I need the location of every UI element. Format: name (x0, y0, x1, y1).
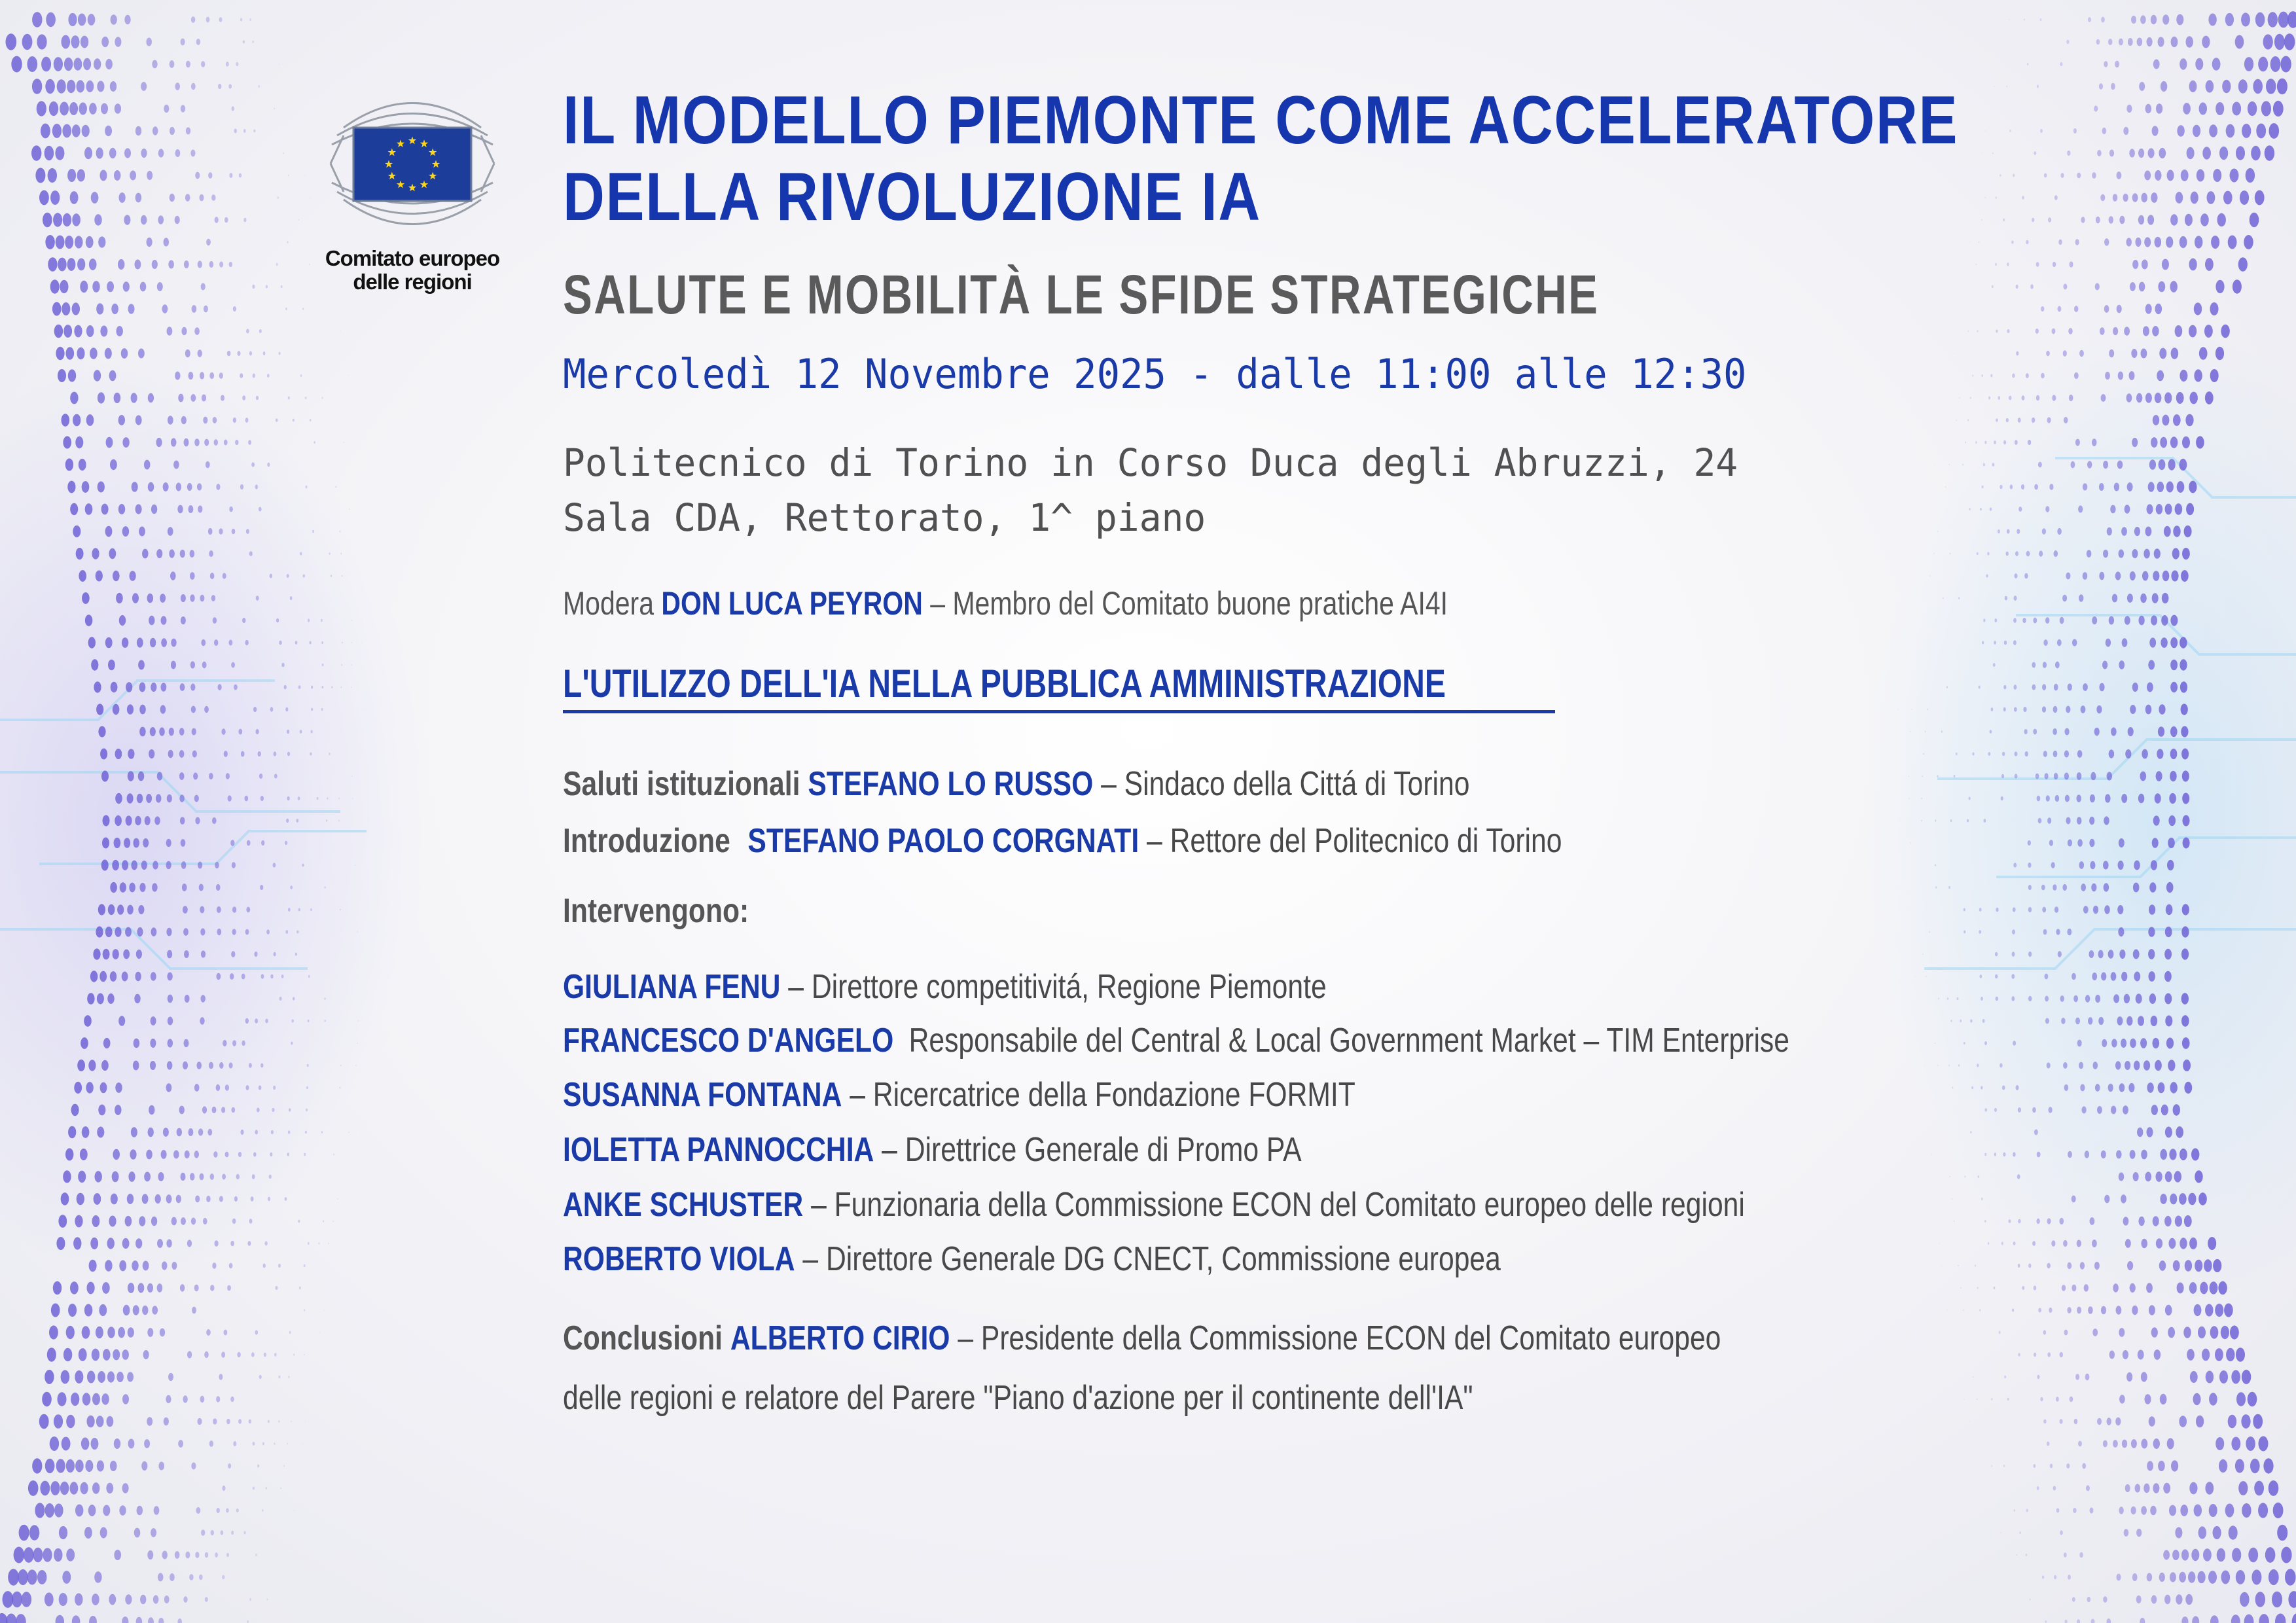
section-underline (563, 710, 1555, 713)
speaker-name: GIULIANA FENU (563, 968, 781, 1006)
speaker-row (563, 1021, 1789, 1060)
speaker-role: Responsabile del Central & Local Government Market – TIM Enterprise (908, 1022, 1789, 1060)
speaker-name: SUSANNA FONTANA (563, 1076, 842, 1114)
speakers-label: Intervengono: (563, 892, 749, 930)
conclusion-role: – Presidente della Commissione ECON del Comitato europeo (958, 1319, 1721, 1357)
section-title: L'UTILIZZO DELL'IA NELLA PUBBLICA AMMINISTRAZIONE (563, 662, 1446, 705)
event-venue (563, 435, 1738, 545)
program-intro (563, 821, 1562, 861)
speaker-role: – Direttrice Generale di Promo PA (882, 1131, 1302, 1169)
speaker-row (563, 1075, 1355, 1115)
speaker-name: ROBERTO VIOLA (563, 1240, 795, 1278)
cor-logo (308, 88, 517, 294)
moderator-name: DON LUCA PEYRON (661, 585, 923, 622)
speaker-row (563, 1240, 1501, 1279)
logo-caption-line1: Comitato europeo (325, 246, 500, 270)
speaker-role: – Ricercatrice della Fondazione FORMIT (850, 1076, 1355, 1114)
program-saluti (563, 764, 1469, 804)
speaker-row (563, 1130, 1302, 1169)
saluti-label: Saluti istituzionali (563, 765, 800, 803)
conclusion-line2: delle regioni e relatore del Parere "Piano d'azione per il continente dell'IA" (563, 1379, 1473, 1417)
moderator-role: – Membro del Comitato buone pratiche AI4I (930, 585, 1448, 622)
speaker-role: – Funzionaria della Commissione ECON del Comitato europeo delle regioni (811, 1186, 1745, 1224)
moderator-line (563, 584, 1448, 622)
intro-name: STEFANO PAOLO CORGNATI (747, 822, 1139, 860)
speaker-role: – Direttore Generale DG CNECT, Commissione europea (802, 1240, 1501, 1278)
eu-flag-icon (317, 88, 507, 239)
intro-role: – Rettore del Politecnico di Torino (1147, 822, 1562, 860)
event-subtitle: SALUTE E MOBILITÀ LE SFIDE STRATEGICHE (563, 264, 1600, 325)
intro-label: Introduzione (563, 822, 730, 860)
conclusion-label: Conclusioni (563, 1319, 723, 1357)
speaker-name: FRANCESCO D'ANGELO (563, 1022, 894, 1060)
saluti-name: STEFANO LO RUSSO (808, 765, 1094, 803)
venue-line2: Sala CDA, Rettorato, 1^ piano (563, 495, 1206, 540)
speaker-row (563, 967, 1327, 1007)
speaker-name: IOLETTA PANNOCCHIA (563, 1131, 874, 1169)
saluti-role: – Sindaco della Cittá di Torino (1101, 765, 1470, 803)
speaker-role: – Direttore competitivitá, Regione Piemonte (788, 968, 1327, 1006)
speaker-row (563, 1185, 1745, 1224)
event-title-line2: DELLA RIVOLUZIONE IA (563, 159, 1261, 235)
event-date: Mercoledì 12 Novembre 2025 - dalle 11:00 alle 12:30 (563, 350, 1747, 398)
speaker-name: ANKE SCHUSTER (563, 1186, 804, 1224)
event-title-line1: IL MODELLO PIEMONTE COME ACCELERATORE (563, 82, 1959, 158)
conclusion-line1 (563, 1319, 1721, 1358)
venue-line1: Politecnico di Torino in Corso Duca degli Abruzzi, 24 (563, 440, 1738, 485)
moderator-label: Modera (563, 585, 655, 622)
logo-caption-line2: delle regioni (353, 270, 472, 294)
conclusion-name: ALBERTO CIRIO (730, 1319, 950, 1357)
